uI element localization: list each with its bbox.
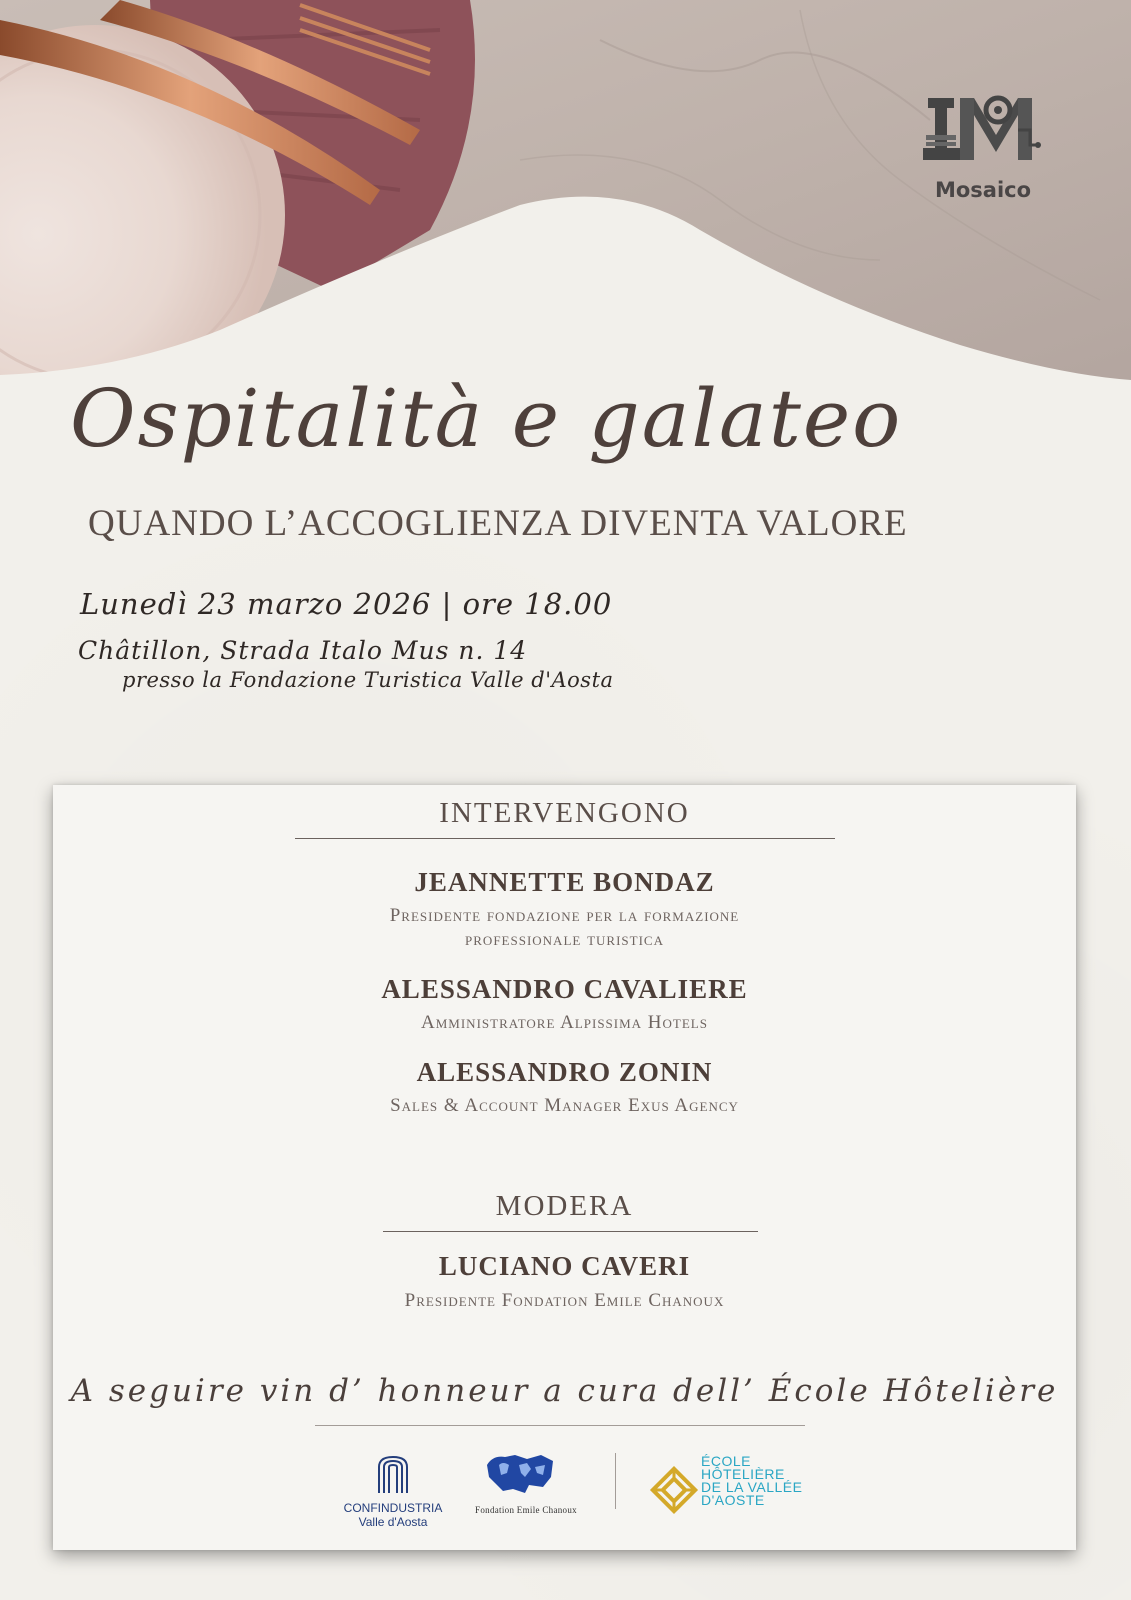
event-subtitle: QUANDO L’ACCOGLIENZA DIVENTA VALORE xyxy=(88,503,908,544)
partner-separator xyxy=(615,1453,616,1509)
moderator-divider xyxy=(383,1231,758,1232)
ecole-line3: DE LA VALLÉE xyxy=(701,1479,803,1495)
speaker-name: ALESSANDRO ZONIN xyxy=(416,1057,713,1087)
confindustria-emblem-icon xyxy=(375,1453,411,1497)
ecole-line1: ÉCOLE xyxy=(701,1453,751,1469)
ecole-line2: HÔTELIÈRE xyxy=(701,1466,785,1482)
partner-logos xyxy=(53,1445,1076,1545)
ecole-line4: D'AOSTE xyxy=(701,1492,765,1508)
speaker-role-cont: professionale turistica xyxy=(465,929,664,950)
confindustria-line2: Valle d'Aosta xyxy=(358,1515,428,1529)
program-card xyxy=(53,785,1076,1550)
ecole-hoteliere-emblem-icon xyxy=(649,1465,699,1515)
closing-note: A seguire vin d’ honneur a cura dell’ École Hôtelière xyxy=(70,1373,1059,1409)
event-address: Châtillon, Strada Italo Mus n. 14 xyxy=(78,636,528,665)
moderator-name: LUCIANO CAVERI xyxy=(438,1251,691,1281)
speaker-role: Presidente fondazione per la formazione xyxy=(389,905,740,926)
moderator-role: Presidente Fondation Emile Chanoux xyxy=(404,1290,725,1311)
fondation-label: Fondation Emile Chanoux xyxy=(475,1505,577,1515)
speaker-role: Amministratore Alpissima Hotels xyxy=(421,1012,708,1033)
moderator-heading: MODERA xyxy=(495,1190,634,1222)
speaker-role: Sales & Account Manager Exus Agency xyxy=(390,1095,739,1116)
mosaico-emblem-icon xyxy=(918,90,1048,180)
event-venue: presso la Fondazione Turistica Valle d'Aosta xyxy=(122,668,614,692)
mosaico-logo xyxy=(918,90,1048,210)
confindustria-label xyxy=(338,1501,448,1529)
speaker-name: JEANNETTE BONDAZ xyxy=(414,867,715,897)
speakers-divider xyxy=(295,838,835,839)
logo-wordmark: Mosaico xyxy=(934,178,1032,202)
confindustria-line1: CONFINDUSTRIA xyxy=(343,1501,443,1515)
fondation-world-map-icon xyxy=(485,1451,555,1495)
event-title: Ospitalità e galateo xyxy=(70,372,903,465)
ecole-hoteliere-label xyxy=(701,1455,802,1507)
speakers-heading: INTERVENGONO xyxy=(439,797,690,829)
speaker-name: ALESSANDRO CAVALIERE xyxy=(381,974,748,1004)
partners-divider xyxy=(315,1425,805,1426)
event-date-time: Lunedì 23 marzo 2026 | ore 18.00 xyxy=(80,587,613,621)
